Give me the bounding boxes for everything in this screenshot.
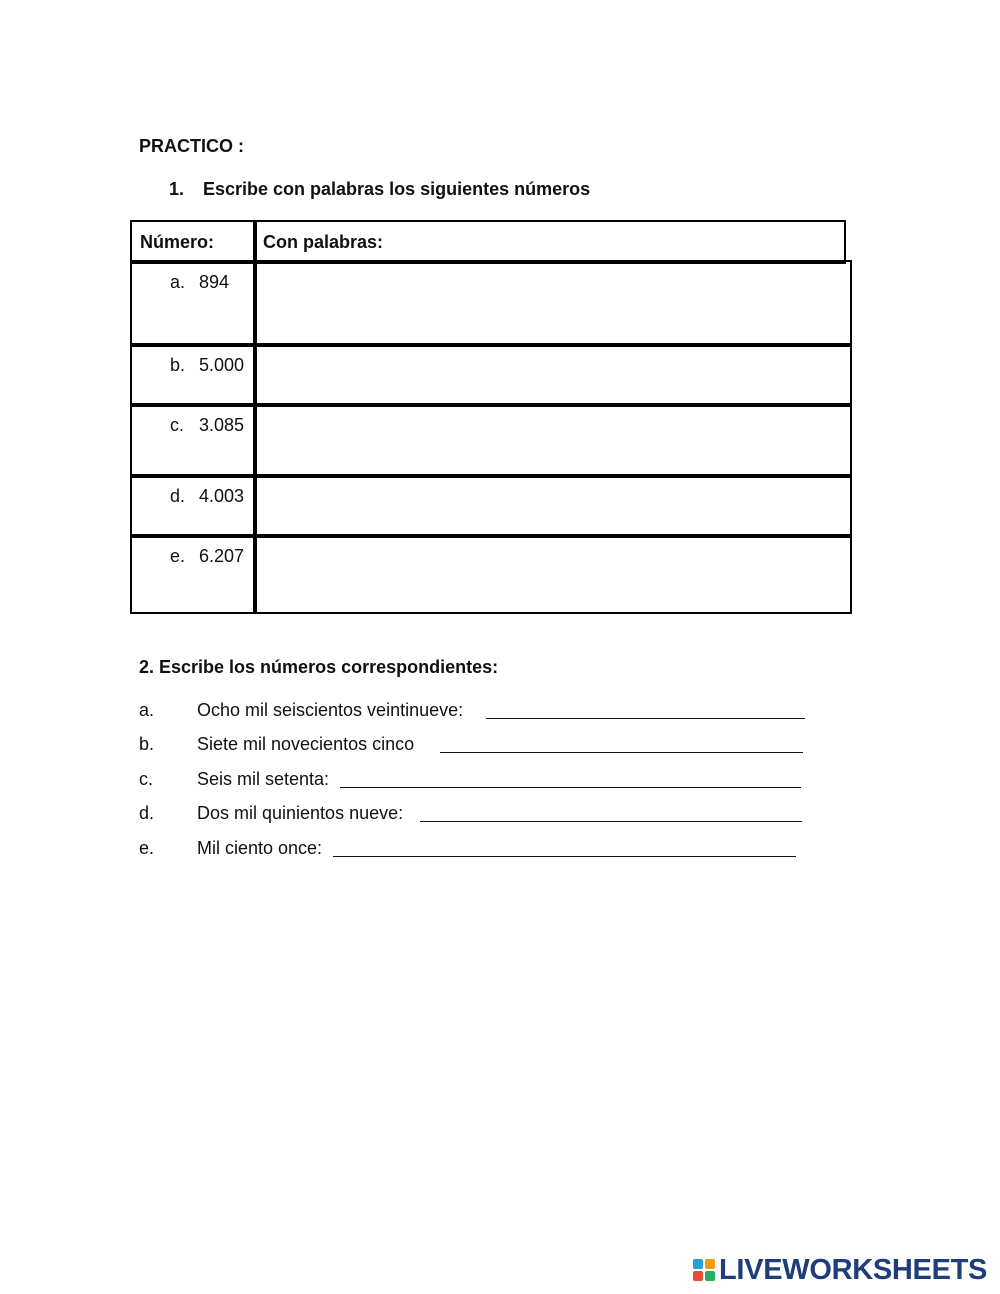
answer-cell[interactable] xyxy=(253,403,852,478)
question-number: 1. xyxy=(169,179,185,199)
table-row xyxy=(130,260,257,347)
item-text: Siete mil novecientos cinco xyxy=(197,734,415,754)
item-text: Ocho mil seiscientos veintinueve: xyxy=(197,700,464,720)
table-header-words: Con palabras: xyxy=(253,220,846,264)
question-2-heading: 2. Escribe los números correspondientes: xyxy=(139,657,499,677)
table-row xyxy=(130,403,257,478)
answer-line[interactable] xyxy=(440,752,803,753)
answer-line[interactable] xyxy=(333,856,796,857)
item-text: Mil ciento once: xyxy=(197,838,323,858)
row-number: 5.000 xyxy=(199,355,245,375)
row-number: 3.085 xyxy=(199,415,245,435)
answer-line[interactable] xyxy=(486,718,805,719)
row-number: 6.207 xyxy=(199,546,245,566)
row-number: 894 xyxy=(199,272,230,292)
item-text: Dos mil quinientos nueve: xyxy=(197,803,404,823)
answer-cell[interactable] xyxy=(253,260,852,347)
row-letter: d. xyxy=(170,486,186,506)
row-letter: b. xyxy=(170,355,186,375)
answer-cell[interactable] xyxy=(253,474,852,538)
answer-line[interactable] xyxy=(340,787,801,788)
item-letter: b. xyxy=(139,734,155,754)
liveworksheets-logo xyxy=(692,1254,987,1286)
item-letter: a. xyxy=(139,700,155,720)
item-letter: e. xyxy=(139,838,155,858)
answer-cell[interactable] xyxy=(253,534,852,614)
row-letter: e. xyxy=(170,546,186,566)
row-number: 4.003 xyxy=(199,486,245,506)
answer-line[interactable] xyxy=(420,821,802,822)
table-header-number: Número: xyxy=(130,220,257,264)
row-letter: c. xyxy=(170,415,185,435)
table-row xyxy=(130,534,257,614)
item-text: Seis mil setenta: xyxy=(197,769,330,789)
liveworksheets-logo-icon xyxy=(692,1258,716,1282)
item-letter: c. xyxy=(139,769,154,789)
question-text: Escribe con palabras los siguientes números xyxy=(203,179,591,199)
table-row xyxy=(130,474,257,538)
row-letter: a. xyxy=(170,272,186,292)
item-letter: d. xyxy=(139,803,155,823)
logo-text: LIVEWORKSHEETS xyxy=(719,1253,988,1286)
question-1-heading xyxy=(169,179,590,200)
answer-cell[interactable] xyxy=(253,343,852,407)
page-title: PRACTICO : xyxy=(139,136,244,156)
table-row xyxy=(130,343,257,407)
